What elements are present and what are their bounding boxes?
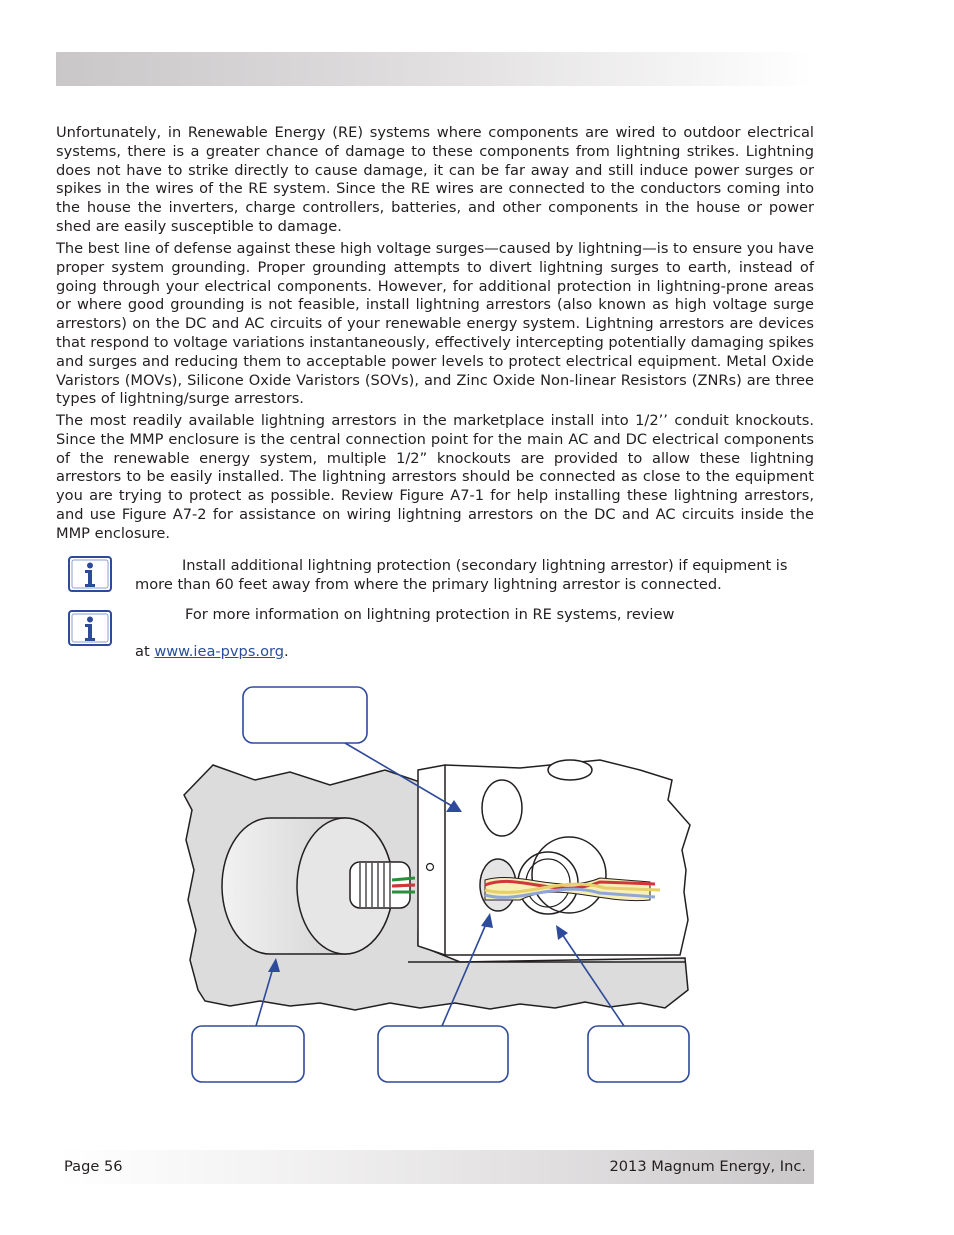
note-prefix: at (135, 643, 155, 660)
callout-box (192, 1026, 304, 1082)
note-secondary-arrestor (135, 556, 815, 594)
paragraph-lightning-damage (56, 124, 814, 237)
knockout-hole (482, 780, 522, 836)
page-number: Page 56 (64, 1158, 123, 1175)
paragraph-knockouts (56, 412, 814, 544)
paragraph-grounding (56, 240, 814, 409)
paragraph-text: The most readily available lightning arrestors in the marketplace install into 1/2’’ conduit knockouts. Since the MMP enclosure is the central connection point for the main AC and DC electrical components of the renewable energy system, multiple 1/2” knockouts are provided to allow these lightning arrestors to be easily installed. The lightning arrestors should be connected as close to the equipment you are trying to protect as possible. Review Figure A7-1 for help installing these lightning arrestors, and use Figure A7-2 for assistance on wiring lightning arrestors on the DC and AC circuits inside the MMP enclosure. (56, 412, 814, 542)
callout-box (378, 1026, 508, 1082)
info-icon (68, 556, 112, 592)
paragraph-text: Unfortunately, in Renewable Energy (RE) systems where components are wired to outdoor electrical systems, there is a greater chance of damage to these components from lightning strikes. Lightning does not have to strike directly to cause damage, it can be far away and still induce power surges or spikes in the wires of the RE system. Since the RE wires are connected to the conductors coming into the house the inverters, charge controllers, batteries, and other components in the house or power shed are easily susceptible to damage. (56, 124, 814, 235)
note-suffix: . (284, 643, 289, 660)
callout-box (243, 687, 367, 743)
note-more-info (135, 605, 815, 661)
paragraph-text: The best line of defense against these high voltage surges—caused by lightning—is to ensure you have proper system grounding. Proper grounding attempts to divert lightning surges to earth, instead of going through your electrical components. However, for additional protection in lightning-prone areas or where good grounding is not feasible, install lightning arrestors (also known as high voltage surge arrestors) on the DC and AC circuits of your renewable energy system. Lightning arrestors are devices that respond to voltage variations instantaneously, effectively intercepting potentially damaging spikes and surges and reducing them to acceptable power levels to protect electrical equipment. Metal Oxide Varistors (MOVs), Silicone Oxide Varistors (SOVs), and Zinc Oxide Non-linear Resistors (ZNRs) are three types of lightning/surge arrestors. (56, 240, 814, 408)
top-knockout (548, 760, 592, 780)
iea-pvps-link[interactable]: www.iea-pvps.org (154, 643, 285, 660)
header-bar (56, 52, 814, 86)
enclosure-screw (427, 864, 434, 871)
info-icon (68, 610, 112, 646)
note-text: Install additional lightning protection (secondary lightning arrestor) if equipment is more than 60 feet away from where the primary lightning arrestor is connected. (135, 557, 788, 593)
lightning-arrestor-figure (170, 680, 700, 1090)
note-text: For more information on lightning protection in RE systems, review (185, 606, 675, 623)
footer-copyright: 2013 Magnum Energy, Inc. (609, 1158, 806, 1175)
callout-box (588, 1026, 689, 1082)
